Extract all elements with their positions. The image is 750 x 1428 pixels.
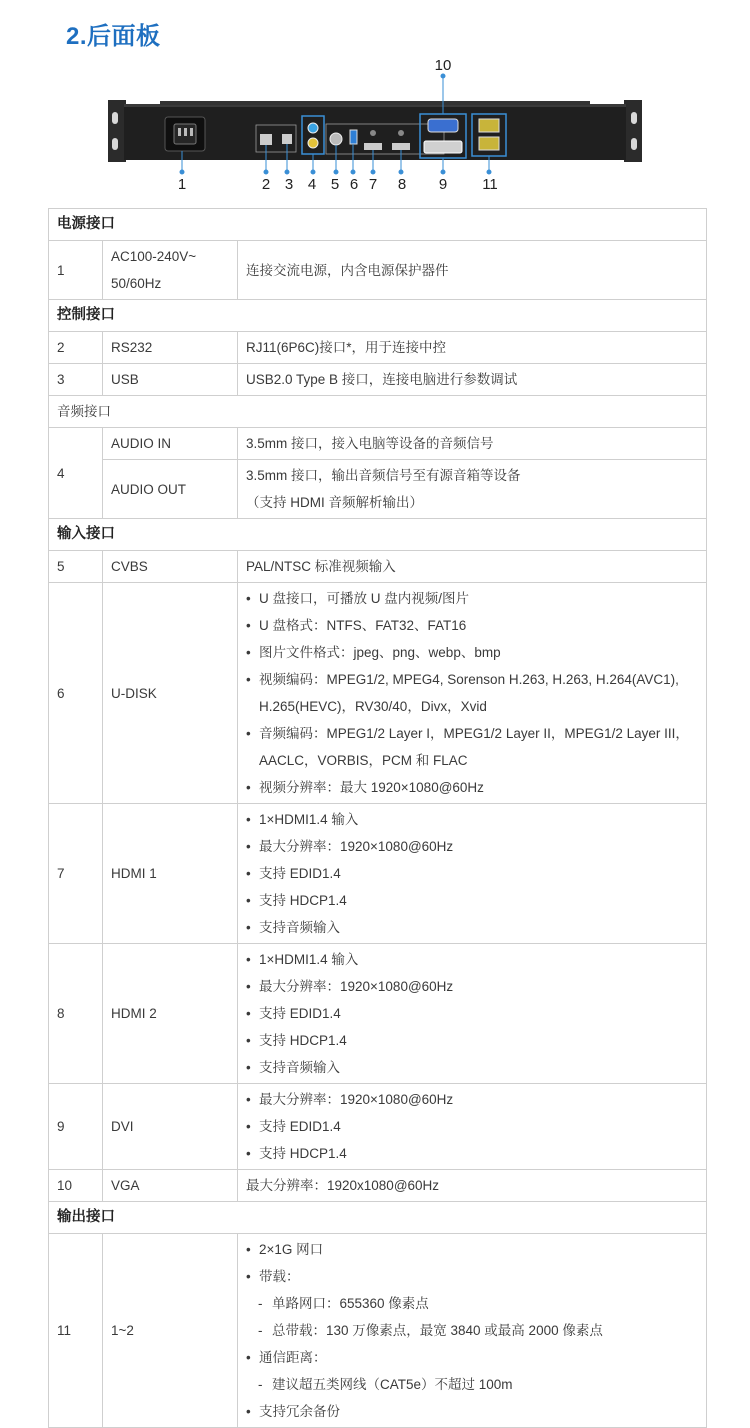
callout-10: 10 (434, 57, 452, 74)
network-port-1 (479, 119, 499, 132)
callout-8: 8 (397, 176, 407, 193)
list-item: • 支持 EDID1.4 (246, 1000, 698, 1027)
list-item: • 视频编码：MPEG1/2, MPEG4, Sorenson H.263, H.263, H.264(AVC1), H.265(HEVC)，RV30/40，Divx，Xvid (246, 666, 698, 720)
table-row (49, 428, 707, 460)
list-item: • 支持 HDCP1.4 (246, 887, 698, 914)
list-item: • 最大分辨率：1920×1080@60Hz (246, 973, 698, 1000)
hdmi1-port (364, 143, 382, 150)
table-row (49, 583, 707, 804)
row-number: 5 (49, 551, 103, 583)
list-item: • 视频分辨率：最大 1920×1080@60Hz (246, 774, 698, 801)
list-item: • U 盘格式：NTFS、FAT32、FAT16 (246, 612, 698, 639)
port-description (238, 583, 707, 804)
row-number: 2 (49, 332, 103, 364)
section-title: 电源接口 (49, 209, 707, 241)
row-number: 7 (49, 804, 103, 944)
row-number: 11 (49, 1234, 103, 1428)
port-name: HDMI 2 (103, 944, 238, 1084)
list-item: • 通信距离： (246, 1344, 698, 1371)
port-name: U-DISK (103, 583, 238, 804)
callout-6: 6 (349, 176, 359, 193)
network-port-2 (479, 137, 499, 150)
port-name: AUDIO OUT (103, 460, 238, 519)
callout-9: 9 (438, 176, 448, 193)
list-subitem: - 建议超五类网线（CAT5e）不超过 100m (246, 1371, 698, 1398)
row-number: 3 (49, 364, 103, 396)
section-title: 输出接口 (49, 1202, 707, 1234)
page-title: 2.后面板 (66, 23, 161, 50)
port-description: 3.5mm 接口，接入电脑等设备的音频信号 (238, 428, 707, 460)
list-item: • 音频编码：MPEG1/2 Layer I，MPEG1/2 Layer II，MPEG1/2 Layer III，AACLC，VORBIS，PCM 和 FLAC (246, 720, 698, 774)
callout-5: 5 (330, 176, 340, 193)
usb-a-port (350, 130, 357, 144)
port-name: DVI (103, 1084, 238, 1170)
cvbs-jack (330, 133, 342, 145)
table-row (49, 551, 707, 583)
port-name: AUDIO IN (103, 428, 238, 460)
vga-port (428, 119, 458, 132)
list-item: • U 盘接口，可播放 U 盘内视频/图片 (246, 585, 698, 612)
callout-1: 1 (177, 176, 187, 193)
port-description: 连接交流电源，内含电源保护器件 (238, 241, 707, 300)
audio-out-jack (308, 138, 318, 148)
row-number: 6 (49, 583, 103, 804)
callout-4: 4 (307, 176, 317, 193)
port-name: 1~2 (103, 1234, 238, 1428)
port-description: 最大分辨率：1920x1080@60Hz (238, 1170, 707, 1202)
rs232-port (260, 134, 272, 145)
list-subitem: - 总带载：130 万像素点，最宽 3840 或最高 2000 像素点 (246, 1317, 698, 1344)
table-row (49, 1234, 707, 1428)
table-row (49, 460, 707, 519)
section-title: 音频接口 (49, 396, 707, 428)
list-item: • 支持 HDCP1.4 (246, 1027, 698, 1054)
callout-2: 2 (261, 176, 271, 193)
list-item: • 支持冗余备份 (246, 1398, 698, 1425)
row-number: 10 (49, 1170, 103, 1202)
section-title: 控制接口 (49, 300, 707, 332)
callout-3: 3 (284, 176, 294, 193)
hdmi2-port (392, 143, 410, 150)
section-title: 输入接口 (49, 519, 707, 551)
port-description: USB2.0 Type B 接口，连接电脑进行参数调试 (238, 364, 707, 396)
port-description: PAL/NTSC 标准视频输入 (238, 551, 707, 583)
port-name: RS232 (103, 332, 238, 364)
table-row (49, 332, 707, 364)
row-number: 4 (49, 428, 103, 519)
callout-11: 11 (482, 176, 498, 193)
table-row (49, 1170, 707, 1202)
table-row (49, 1084, 707, 1170)
list-item: • 支持音频输入 (246, 914, 698, 941)
row-number: 8 (49, 944, 103, 1084)
port-name: AC100-240V~ 50/60Hz (103, 241, 238, 300)
list-item: • 支持 HDCP1.4 (246, 1140, 698, 1167)
list-item: • 1×HDMI1.4 输入 (246, 806, 698, 833)
list-item: • 最大分辨率：1920×1080@60Hz (246, 833, 698, 860)
spec-table (48, 208, 707, 1428)
usb-b-port (282, 134, 292, 144)
right-rack-ear (624, 100, 642, 162)
list-subitem: - 单路网口：655360 像素点 (246, 1290, 698, 1317)
table-row (49, 804, 707, 944)
list-item: • 支持 EDID1.4 (246, 1113, 698, 1140)
list-item: • 支持音频输入 (246, 1054, 698, 1081)
port-description (238, 1234, 707, 1428)
row-number: 9 (49, 1084, 103, 1170)
list-item: • 2×1G 网口 (246, 1236, 698, 1263)
port-name: VGA (103, 1170, 238, 1202)
port-description: RJ11(6P6C)接口*，用于连接中控 (238, 332, 707, 364)
list-item: • 支持 EDID1.4 (246, 860, 698, 887)
row-number: 1 (49, 241, 103, 300)
dvi-port (424, 141, 462, 153)
port-description: 3.5mm 接口，输出音频信号至有源音箱等设备 （支持 HDMI 音频解析输出） (238, 460, 707, 519)
callout-7: 7 (368, 176, 378, 193)
table-row (49, 241, 707, 300)
port-description (238, 1084, 707, 1170)
table-row (49, 944, 707, 1084)
rear-panel-diagram (0, 0, 750, 205)
port-name: USB (103, 364, 238, 396)
table-row (49, 364, 707, 396)
port-name: CVBS (103, 551, 238, 583)
port-description (238, 804, 707, 944)
list-item: • 1×HDMI1.4 输入 (246, 946, 698, 973)
left-rack-ear (108, 100, 126, 162)
audio-in-jack (308, 123, 318, 133)
list-item: • 最大分辨率：1920×1080@60Hz (246, 1086, 698, 1113)
port-name: HDMI 1 (103, 804, 238, 944)
port-description (238, 944, 707, 1084)
list-item: • 图片文件格式：jpeg、png、webp、bmp (246, 639, 698, 666)
list-item: • 带载： (246, 1263, 698, 1290)
